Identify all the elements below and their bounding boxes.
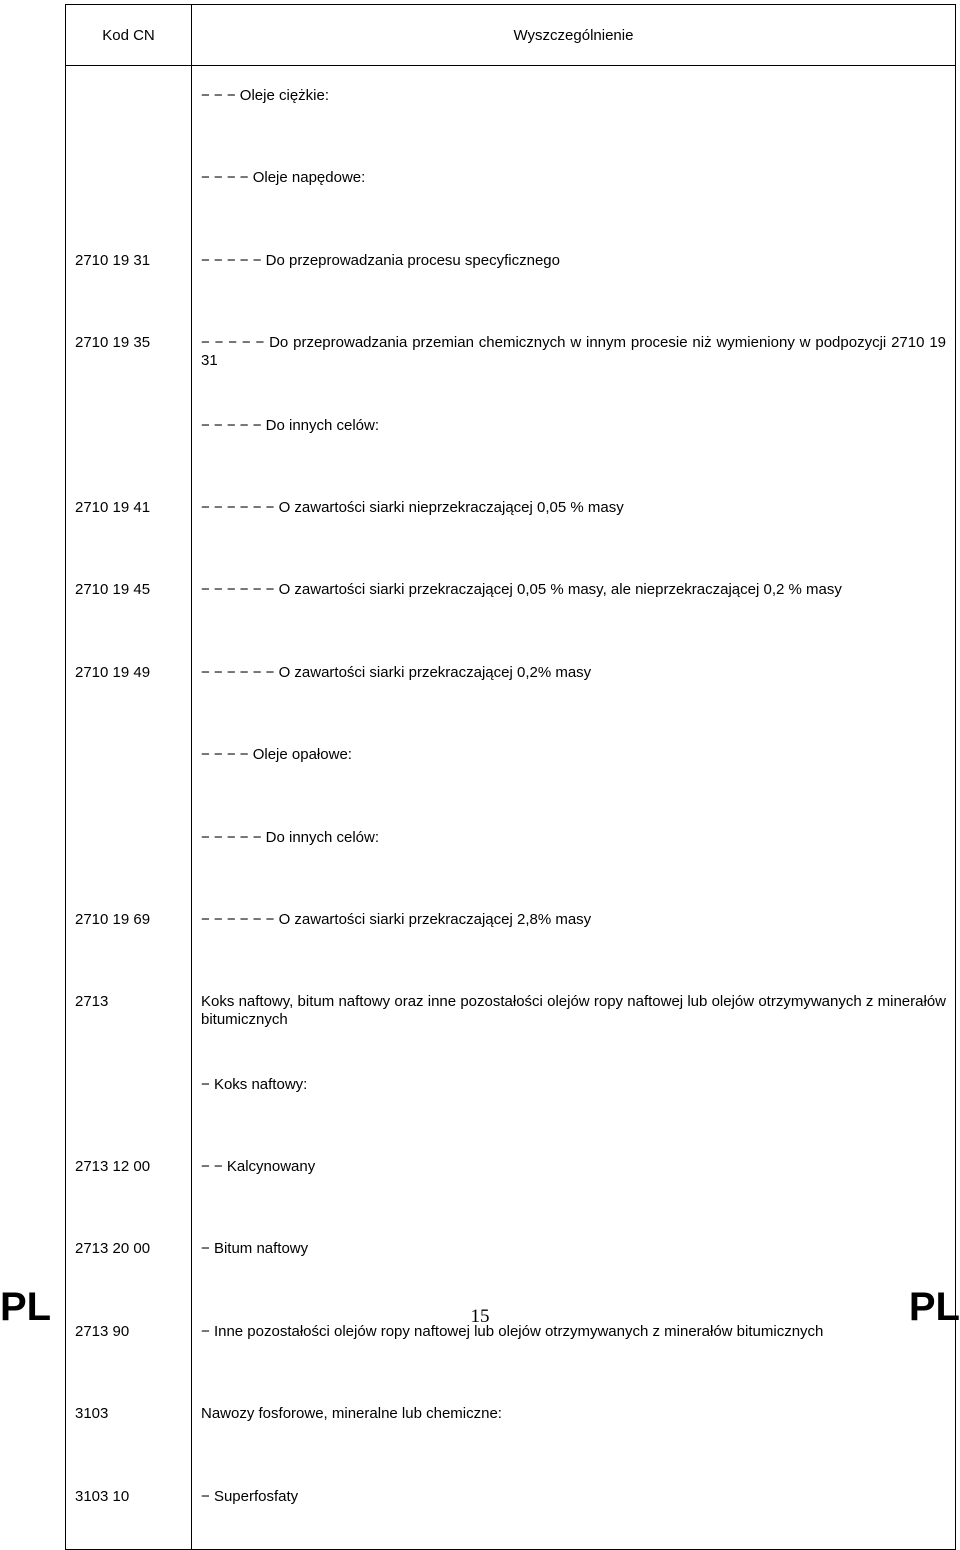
- description-cell: [192, 560, 956, 642]
- table-row: [66, 148, 956, 230]
- description-text: Do przeprowadzania procesu specyficznego: [265, 251, 560, 269]
- description-text: Oleje napędowe:: [252, 169, 366, 187]
- table-row: [66, 1384, 956, 1466]
- cn-code-cell: 2713 12 00: [66, 1137, 192, 1219]
- table-row: [66, 66, 956, 149]
- cn-code-cell: 2710 19 69: [66, 890, 192, 972]
- description-text: O zawartości siarki nieprzekraczającej 0,05 % masy: [278, 498, 624, 516]
- table-row: [66, 890, 956, 972]
- indent-dashes: −: [201, 1322, 210, 1340]
- description-cell: [192, 972, 956, 1054]
- indent-dashes: − − − −: [201, 169, 249, 187]
- table-row: [66, 478, 956, 560]
- cn-code-cell: 2713 90: [66, 1302, 192, 1384]
- table-row: [66, 972, 956, 1054]
- indent-dashes: − − −: [201, 87, 236, 104]
- table-row: [66, 231, 956, 313]
- description-text: Oleje ciężkie:: [239, 87, 329, 104]
- table-row: [66, 560, 956, 642]
- cn-code-cell: 2710 19 49: [66, 643, 192, 725]
- table-row: [66, 1467, 956, 1550]
- indent-dashes: −: [201, 1075, 210, 1093]
- description-text: Bitum naftowy: [213, 1240, 309, 1258]
- description-text: O zawartości siarki przekraczającej 0,2% masy: [278, 663, 592, 681]
- description-text: Nawozy fosforowe, mineralne lub chemiczne:: [201, 1405, 502, 1423]
- table-row: [66, 313, 956, 395]
- description-cell: [192, 1219, 956, 1301]
- indent-dashes: − − − − −: [201, 334, 265, 352]
- description-text: Do innych celów:: [265, 416, 380, 434]
- table-row: [66, 1219, 956, 1301]
- description-cell: [192, 396, 956, 478]
- description-cell: [192, 148, 956, 230]
- cn-code-cell: 2710 19 45: [66, 560, 192, 642]
- cn-code-cell: [66, 66, 192, 149]
- indent-dashes: − − − − −: [201, 416, 262, 434]
- description-cell: [192, 1384, 956, 1466]
- table-header-row: [66, 5, 956, 66]
- indent-dashes: − − − − − −: [201, 910, 275, 928]
- cn-code-cell: [66, 396, 192, 478]
- description-text: Oleje opałowe:: [252, 746, 352, 764]
- indent-dashes: −: [201, 1487, 210, 1505]
- table-row: [66, 1055, 956, 1137]
- description-text: Koks naftowy, bitum naftowy oraz inne pozostałości olejów ropy naftowej lub olejów otrzymywanych z minerałów bitumicznych: [201, 993, 946, 1029]
- description-cell: [192, 808, 956, 890]
- description-cell: [192, 890, 956, 972]
- indent-dashes: − − − − −: [201, 828, 262, 846]
- page-number: 15: [470, 1306, 490, 1327]
- description-text: Superfosfaty: [213, 1487, 299, 1505]
- cn-code-cell: 2713: [66, 972, 192, 1054]
- description-cell: [192, 231, 956, 313]
- description-cell: [192, 1467, 956, 1550]
- description-text: Inne pozostałości olejów ropy naftowej lub olejów otrzymywanych z minerałów bitumicznych: [213, 1322, 824, 1340]
- cn-code-cell: [66, 1055, 192, 1137]
- indent-dashes: − − − −: [201, 746, 249, 764]
- indent-dashes: − − − − − −: [201, 581, 275, 599]
- description-text: O zawartości siarki przekraczającej 0,05 % masy, ale nieprzekraczającej 0,2 % masy: [278, 581, 842, 599]
- header-code: Kod CN: [66, 5, 192, 66]
- cn-code-cell: 2710 19 35: [66, 313, 192, 395]
- table-row: [66, 808, 956, 890]
- table-row: [66, 1137, 956, 1219]
- cn-code-cell: 2710 19 41: [66, 478, 192, 560]
- cn-code-cell: 2713 20 00: [66, 1219, 192, 1301]
- cn-code-cell: 2710 19 31: [66, 231, 192, 313]
- description-text: O zawartości siarki przekraczającej 2,8% masy: [278, 910, 592, 928]
- indent-dashes: − −: [201, 1158, 223, 1176]
- cn-code-cell: 3103: [66, 1384, 192, 1466]
- description-cell: [192, 1055, 956, 1137]
- description-cell: [192, 313, 956, 395]
- header-description: Wyszczególnienie: [192, 5, 956, 66]
- description-text: Do innych celów:: [265, 828, 380, 846]
- description-cell: [192, 643, 956, 725]
- cn-code-cell: [66, 808, 192, 890]
- cn-code-cell: [66, 725, 192, 807]
- description-cell: [192, 66, 956, 149]
- description-cell: [192, 1137, 956, 1219]
- indent-dashes: − − − − − −: [201, 498, 275, 516]
- indent-dashes: −: [201, 1240, 210, 1258]
- description-cell: [192, 478, 956, 560]
- table-row: [66, 725, 956, 807]
- cn-code-cell: 3103 10: [66, 1467, 192, 1550]
- description-text: Koks naftowy:: [213, 1075, 308, 1093]
- table-row: [66, 396, 956, 478]
- cn-code-cell: [66, 148, 192, 230]
- indent-dashes: − − − − −: [201, 251, 262, 269]
- description-text: Do przeprowadzania przemian chemicznych w innym procesie niż wymieniony w podpozycji 2710 19 31: [201, 334, 947, 370]
- description-cell: [192, 725, 956, 807]
- table-row: [66, 643, 956, 725]
- indent-dashes: − − − − − −: [201, 663, 275, 681]
- description-text: Kalcynowany: [226, 1158, 316, 1176]
- footer-language-left: PL: [0, 1285, 52, 1329]
- footer-language-right: PL: [908, 1285, 960, 1329]
